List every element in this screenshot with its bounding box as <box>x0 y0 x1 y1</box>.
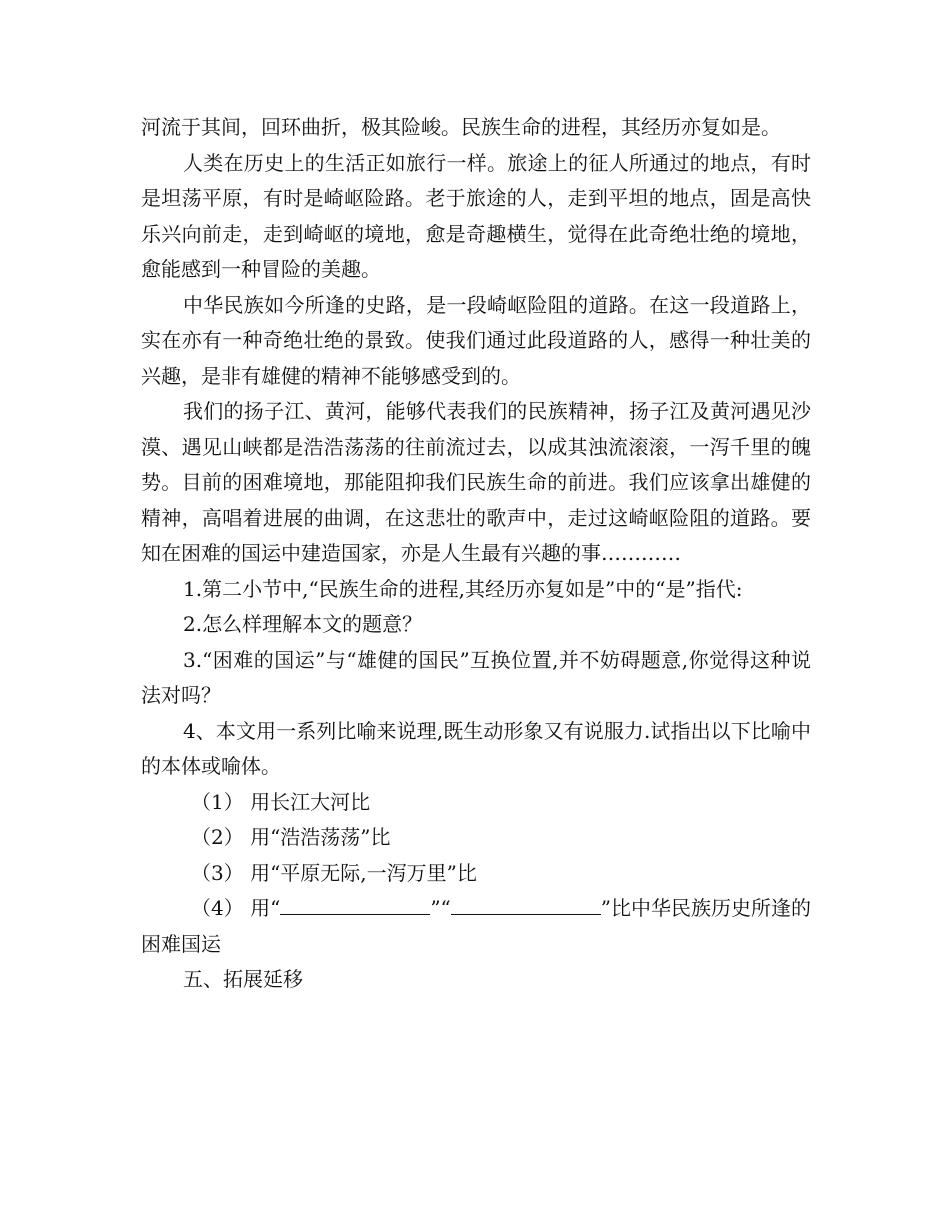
question-2: 2.怎么样理解本文的题意？ <box>183 612 423 636</box>
sub-item-4-suffix: ”比中华民族历史所逢的困难国运 <box>141 896 811 956</box>
paragraph-history-road: 中华民族如今所逢的史路，是一段崎岖险阻的道路。在这一段道路上，实在亦有一种奇绝壮绝的景致。使我们通过此段道路的人，感得一种壮美的兴趣，是非有雄健的精神不能够感受到的。 <box>141 292 811 388</box>
question-4: 4、本文用一系列比喻来说理,既生动形象又有说服力.试指出以下比喻中的本体或喻体。 <box>141 718 811 778</box>
paragraph-rivers: 我们的扬子江、黄河，能够代表我们的民族精神，扬子江及黄河遇见沙漠、遇见山峡都是浩浩荡荡的往前流过去，以成其浊流滚滚，一泻千里的魄势。目前的困难境地，那能阻抑我们民族生命的前进。我们应该拿出雄健的精神，高唱着进展的曲调，在这悲壮的歌声中，走过这崎岖险阻的道路。要知在困难的国运中建造国家，亦是人生最有兴趣的事………… <box>141 399 811 565</box>
sub-item-2: （2） 用“浩浩荡荡”比 <box>191 825 391 849</box>
sub-item-4 <box>141 891 811 962</box>
sub-item-3: （3） 用“平原无际,一泻万里”比 <box>191 860 477 885</box>
section-heading: 五、拓展延移 <box>183 967 303 991</box>
document-body <box>141 110 811 998</box>
answer-blank-2[interactable] <box>451 892 601 915</box>
sub-item-4-mid: ”“ <box>430 896 451 920</box>
sub-item-4-prefix: （4） 用“ <box>191 896 281 920</box>
answer-blank-1[interactable] <box>280 892 430 915</box>
paragraph-travel: 人类在历史上的生活正如旅行一样。旅途上的征人所通过的地点，有时是坦荡平原，有时是崎岖险路。老于旅途的人，走到平坦的地点，固是高快乐兴向前走，走到崎岖的境地，愈是奇趣横生，觉得在此奇绝壮绝的境地，愈能感到一种冒险的美趣。 <box>141 150 811 281</box>
sub-item-1: （1） 用长江大河比 <box>191 789 371 814</box>
question-1: 1.第二小节中,“民族生命的进程,其经历亦复如是”中的“是”指代: <box>183 576 743 601</box>
paragraph-continuation: 河流于其间，回环曲折，极其险峻。民族生命的进程，其经历亦复如是。 <box>141 115 781 139</box>
question-3: 3.“困难的国运”与“雄健的国民”互换位置,并不妨碍题意,你觉得这种说法对吗？ <box>141 647 811 707</box>
